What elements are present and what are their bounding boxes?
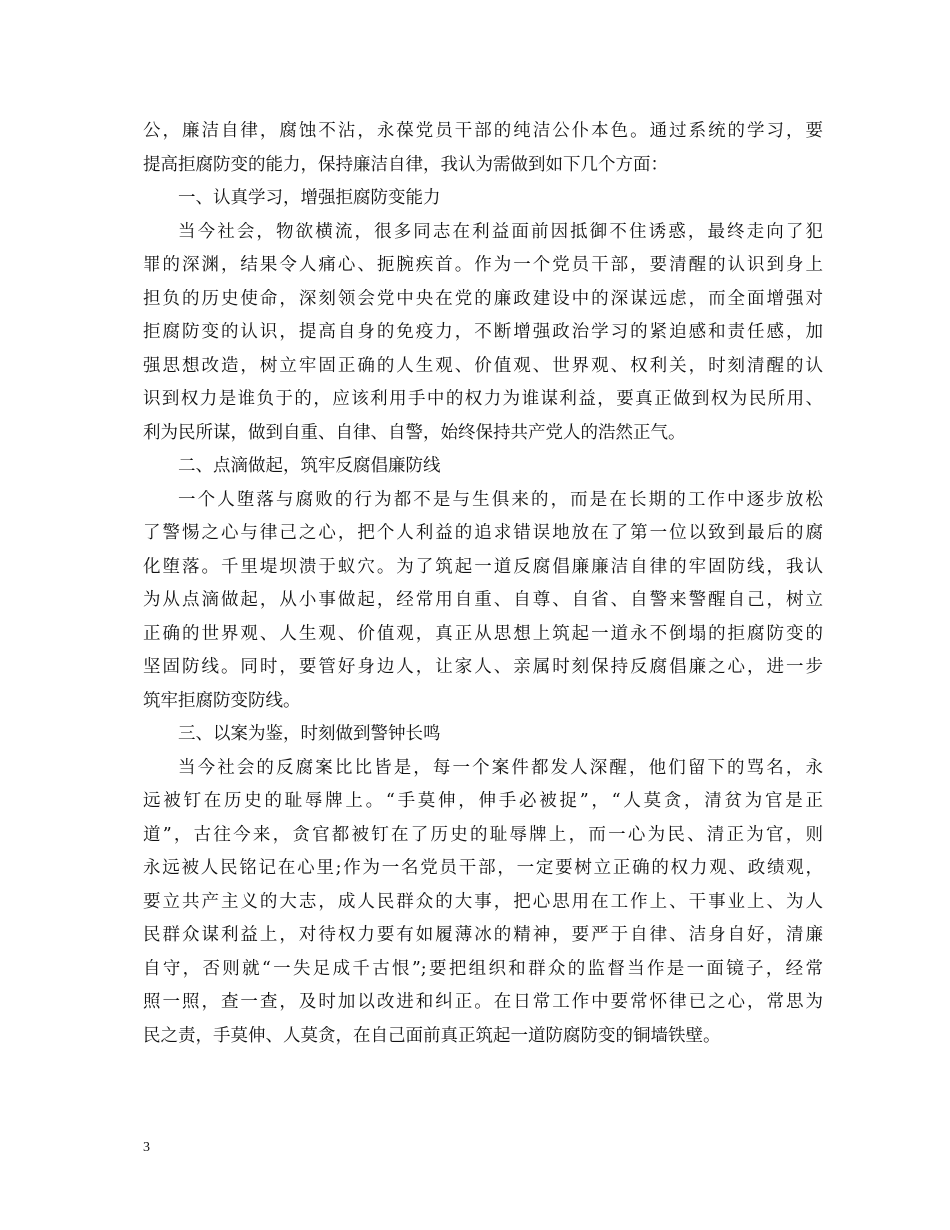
paragraph-line: 要立共产主义的大志，成人民群众的大事，把心思用在工作上、干事业上、为人: [143, 891, 823, 912]
section-heading: 二、点滴做起，筑牢反腐倡廉防线: [178, 456, 441, 476]
paragraph-line: 利为民所谋，做到自重、自律、自警，始终保持共产党人的浩然正气。: [143, 422, 686, 443]
paragraph-line: 自守，否则就“一失足成千古恨”;要把组织和群众的监督当作是一面镜子，经常: [143, 958, 823, 979]
paragraph-line: 筑牢拒腐防变防线。: [143, 690, 301, 711]
paragraph-line: 担负的历史使命，深刻领会党中央在党的廉政建设中的深谋远虑，而全面增强对: [143, 288, 823, 309]
paragraph-line: 一个人堕落与腐败的行为都不是与生俱来的，而是在长期的工作中逐步放松: [178, 489, 823, 510]
paragraph-line: 正确的世界观、人生观、价值观，真正从思想上筑起一道永不倒塌的拒腐防变的: [143, 623, 823, 644]
section-heading: 一、认真学习，增强拒腐防变能力: [178, 188, 441, 208]
paragraph-line: 坚固防线。同时，要管好身边人，让家人、亲属时刻保持反腐倡廉之心，进一步: [143, 657, 823, 677]
paragraph-line: 道”，古往今来，贪官都被钉在了历史的耻辱牌上，而一心为民、清正为官，则: [143, 824, 823, 845]
page-number: 3: [143, 1140, 150, 1155]
paragraph-line: 民之责，手莫伸、人莫贪，在自己面前真正筑起一道防腐防变的铜墙铁壁。: [143, 1025, 721, 1046]
paragraph-line: 当今社会，物欲横流，很多同志在利益面前因抵御不住诱惑，最终走向了犯: [178, 221, 823, 242]
paragraph-line: 为从点滴做起，从小事做起，经常用自重、自尊、自省、自警来警醒自己，树立: [143, 590, 823, 610]
paragraph-line: 识到权力是谁负于的，应该利用手中的权力为谁谋利益，要真正做到权为民所用、: [143, 389, 823, 409]
paragraph-line: 照一照，查一查，及时加以改进和纠正。在日常工作中要常怀律已之心，常思为: [143, 992, 823, 1012]
paragraph-line: 公，廉洁自律，腐蚀不沾，永葆党员干部的纯洁公仆本色。通过系统的学习，要: [143, 121, 823, 141]
paragraph-line: 提高拒腐防变的能力，保持廉洁自律，我认为需做到如下几个方面：: [143, 154, 668, 175]
paragraph-line: 民群众谋利益上，对待权力要有如履薄冰的精神，要严于自律、洁身自好，清廉: [143, 925, 823, 945]
document-body: [143, 115, 823, 1053]
paragraph-line: 化堕落。千里堤坝溃于蚁穴。为了筑起一道反腐倡廉廉洁自律的牢固防线，我认: [143, 556, 823, 577]
paragraph-line: 强思想改造，树立牢固正确的人生观、价值观、世界观、权利关，时刻清醒的认: [143, 355, 823, 376]
paragraph-line: 罪的深渊，结果令人痛心、扼腕疾首。作为一个党员干部，要清醒的认识到身上: [143, 255, 823, 275]
paragraph-line: 远被钉在历史的耻辱牌上。“手莫伸，伸手必被捉”，“人莫贪，清贫为官是正: [143, 791, 823, 811]
section-heading: 三、以案为鉴，时刻做到警钟长鸣: [178, 724, 441, 744]
paragraph-line: 了警惕之心与律己之心，把个人利益的追求错误地放在了第一位以致到最后的腐: [143, 523, 823, 543]
paragraph-line: 永远被人民铭记在心里;作为一名党员干部，一定要树立正确的权力观、政绩观，: [143, 858, 823, 878]
paragraph-line: 当今社会的反腐案比比皆是，每一个案件都发人深醒，他们留下的骂名，永: [178, 757, 823, 778]
paragraph-line: 拒腐防变的认识，提高自身的免疫力，不断增强政治学习的紧迫感和责任感，加: [143, 322, 823, 342]
